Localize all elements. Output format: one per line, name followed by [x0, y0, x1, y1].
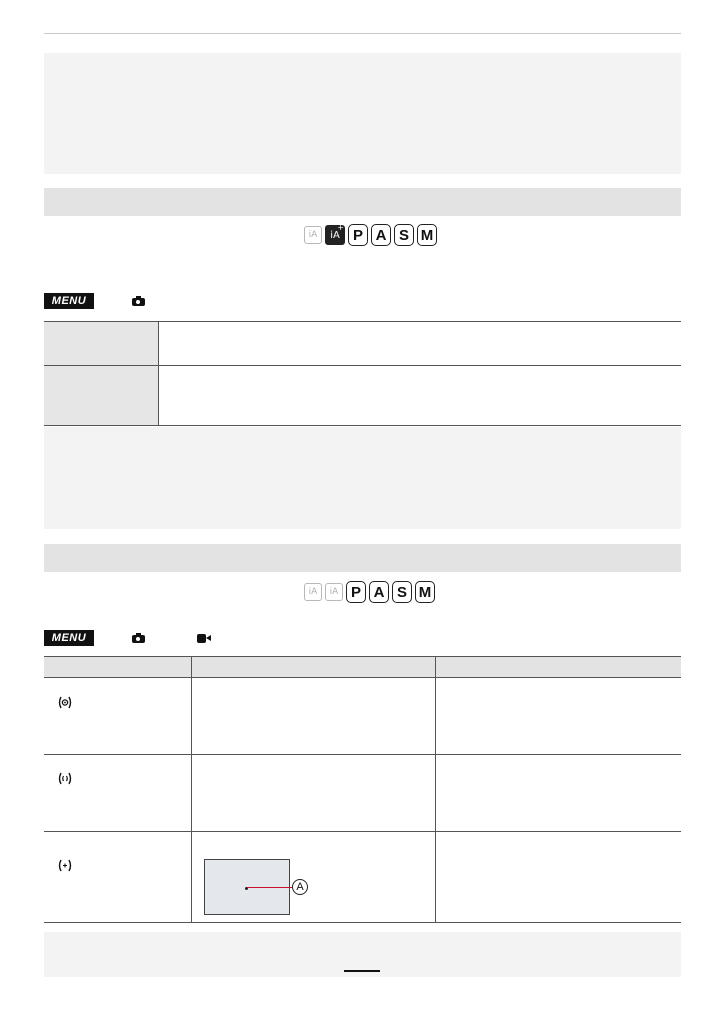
table-row: [44, 678, 681, 755]
mode-a-icon: A: [371, 224, 391, 246]
callout-label-a: A: [292, 879, 308, 895]
top-rule: [44, 33, 681, 34]
mode-p-icon: P: [348, 224, 368, 246]
intelligent-auto-plus-icon: iA: [325, 583, 343, 601]
mode-s-icon: S: [392, 581, 412, 603]
mode-m-icon: M: [415, 581, 435, 603]
menu-button-icon: MENU: [44, 293, 94, 309]
table-cell-note: [436, 832, 681, 922]
multi-metering-icon: [58, 696, 72, 709]
settings-table: [44, 321, 681, 426]
video-icon: [197, 634, 211, 643]
note-box-top: [44, 53, 681, 174]
table-cell-description: [159, 366, 681, 425]
camera-icon: [132, 296, 145, 306]
table-row: [44, 322, 681, 365]
mode-icons-row-2: [304, 581, 435, 603]
mode-m-icon: M: [417, 224, 437, 246]
spot-metering-icon: [58, 859, 72, 872]
table-row: [44, 365, 681, 425]
table-header-row: [44, 656, 681, 678]
menu-path-1: [44, 293, 145, 309]
metering-table: [44, 656, 681, 923]
camera-icon: [132, 633, 145, 643]
table-cell-mode: [44, 755, 192, 831]
table-cell-label: [44, 366, 159, 425]
table-cell-description: [192, 832, 436, 922]
center-weighted-metering-icon: [58, 772, 72, 785]
page-number-underline: [344, 970, 380, 972]
table-cell-note: [436, 678, 681, 754]
menu-path-2: [44, 630, 211, 646]
intelligent-auto-icon: iA: [304, 226, 322, 244]
table-cell-description: [192, 678, 436, 754]
mode-p-icon: P: [346, 581, 366, 603]
table-cell-mode: [44, 678, 192, 754]
section-bar-1: [44, 188, 681, 216]
mode-s-icon: S: [394, 224, 414, 246]
table-header-cell: [436, 657, 681, 677]
intelligent-auto-plus-icon: iA +: [325, 225, 345, 245]
mode-a-icon: A: [369, 581, 389, 603]
table-cell-description: [159, 322, 681, 365]
section-bar-2: [44, 544, 681, 572]
table-header-cell: [44, 657, 192, 677]
mode-icons-row-1: [304, 224, 437, 246]
table-row: [44, 755, 681, 832]
table-cell-label: [44, 322, 159, 365]
table-row: [44, 832, 681, 922]
intelligent-auto-icon: iA: [304, 583, 322, 601]
table-cell-mode: [44, 832, 192, 922]
callout-line: [247, 887, 292, 888]
table-cell-description: [192, 755, 436, 831]
menu-button-icon: MENU: [44, 630, 94, 646]
table-cell-note: [436, 755, 681, 831]
note-box-middle: [44, 427, 681, 529]
table-header-cell: [192, 657, 436, 677]
